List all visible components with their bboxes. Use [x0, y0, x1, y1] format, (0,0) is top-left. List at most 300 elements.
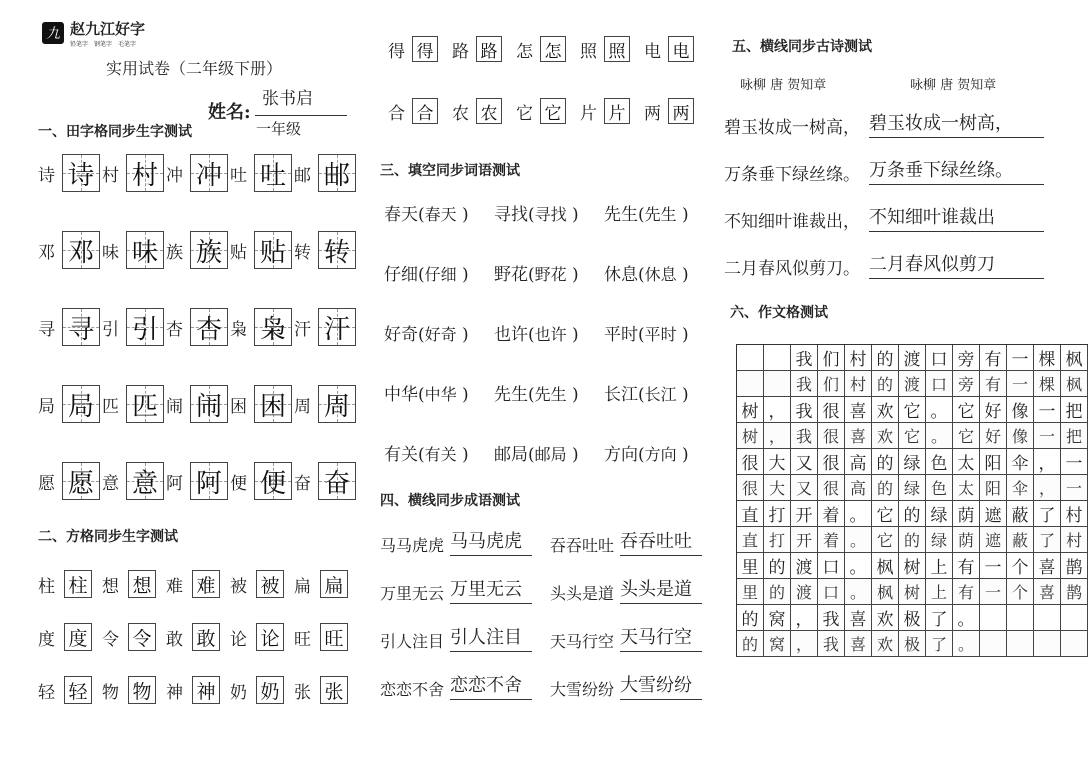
essay-cell: 村 [1061, 527, 1088, 553]
handwritten-char: 诗 [67, 160, 94, 191]
tian-item [102, 231, 166, 269]
fill-word: 好奇 [384, 325, 418, 345]
tian-row [38, 385, 358, 423]
essay-cell: ， [764, 397, 791, 423]
tian-box [126, 154, 164, 192]
char-box: 它 [540, 98, 566, 124]
handwritten-char: 味 [131, 237, 158, 268]
essay-cell: 喜 [845, 631, 872, 657]
fill-word: 有关 [384, 445, 418, 465]
essay-row [737, 397, 1088, 423]
fang-item [102, 570, 166, 598]
essay-cell [737, 371, 764, 397]
top-item [580, 36, 644, 62]
handwritten-char: 冲 [195, 160, 222, 191]
tian-item [38, 231, 102, 269]
fill-word: 春天 [384, 205, 418, 225]
fill-word: 中华 [384, 385, 418, 405]
essay-cell: 欢 [872, 605, 899, 631]
idiom-item [380, 526, 550, 556]
printed-char: 它 [516, 103, 533, 124]
idiom-item [550, 526, 720, 556]
tian-item [294, 154, 358, 192]
essay-cell: 村 [845, 345, 872, 371]
essay-cell: 阳 [980, 475, 1007, 501]
tian-item [166, 231, 230, 269]
essay-row [737, 449, 1088, 475]
paren-close: ) [456, 325, 469, 345]
fill-answer: 仔细 [424, 265, 457, 284]
printed-char: 度 [38, 629, 55, 650]
fang-item [166, 570, 230, 598]
fill-answer: 有关 [424, 445, 457, 464]
tian-box [254, 154, 292, 192]
printed-char: 奶 [230, 682, 247, 703]
essay-cell: 一 [1061, 449, 1088, 475]
handwritten-char: 阿 [195, 468, 222, 499]
essay-cell: 大 [764, 475, 791, 501]
tian-item [102, 154, 166, 192]
essay-cell: 又 [791, 449, 818, 475]
essay-cell: 我 [791, 345, 818, 371]
essay-cell [1007, 605, 1034, 631]
fill-answer: 休息 [644, 265, 677, 284]
essay-cell: 了 [926, 605, 953, 631]
tian-box [190, 308, 228, 346]
paren-open: ( [418, 445, 425, 465]
essay-cell [1007, 631, 1034, 657]
fang-item [294, 570, 358, 598]
paren-close: ) [676, 205, 689, 225]
tian-item [230, 231, 294, 269]
printed-char: 匹 [102, 396, 119, 417]
fill-word: 先生 [494, 385, 528, 405]
fill-answer: 方向 [644, 445, 677, 464]
fill-answer: 好奇 [424, 325, 457, 344]
essay-cell: 村 [845, 371, 872, 397]
essay-cell: 们 [818, 371, 845, 397]
poem-printed: 不知细叶谁裁出， [724, 212, 860, 232]
fill-answer: 先生 [644, 205, 677, 224]
essay-cell: 色 [926, 449, 953, 475]
essay-cell: 喜 [1034, 579, 1061, 605]
handwritten-char: 周 [323, 391, 350, 422]
essay-cell: 荫 [953, 527, 980, 553]
name-value: 张书启 [262, 89, 313, 109]
handwritten-char: 便 [259, 468, 286, 499]
essay-cell: 它 [899, 423, 926, 449]
fill-word: 邮局 [494, 445, 528, 465]
tian-box [190, 154, 228, 192]
essay-cell: 遮 [980, 501, 1007, 527]
paren-close: ) [676, 325, 689, 345]
handwritten-char: 愿 [67, 468, 94, 499]
fang-box: 想 [128, 570, 156, 598]
essay-cell: 鹊 [1061, 553, 1088, 579]
fang-box: 物 [128, 676, 156, 704]
tian-row [38, 231, 358, 269]
idiom-prompt: 万里无云 [380, 584, 445, 603]
essay-row [737, 475, 1088, 501]
essay-cell: 旁 [953, 345, 980, 371]
essay-cell: 窝 [764, 631, 791, 657]
essay-cell: 窝 [764, 605, 791, 631]
printed-char: 引 [102, 319, 119, 340]
essay-cell: 。 [845, 501, 872, 527]
top-item [516, 36, 580, 62]
essay-cell: 了 [926, 631, 953, 657]
essay-cell [1061, 605, 1088, 631]
essay-cell: ， [1034, 449, 1061, 475]
name-line [255, 115, 347, 116]
fang-box: 旺 [320, 623, 348, 651]
fill-item [384, 260, 494, 284]
fang-box: 敢 [192, 623, 220, 651]
poem-line [724, 202, 1064, 232]
essay-cell: 们 [818, 345, 845, 371]
essay-cell: 极 [899, 605, 926, 631]
fang-box: 难 [192, 570, 220, 598]
fill-answer: 也许 [534, 325, 567, 344]
idiom-prompt: 头头是道 [550, 584, 615, 603]
essay-cell: 绿 [926, 527, 953, 553]
idiom-item [380, 622, 550, 652]
essay-row [737, 345, 1088, 371]
essay-cell: 有 [980, 371, 1007, 397]
tian-item [38, 308, 102, 346]
fill-item [604, 440, 714, 464]
handwritten-char: 杏 [195, 314, 222, 345]
essay-cell: 绿 [926, 501, 953, 527]
essay-cell: 直 [737, 501, 764, 527]
essay-cell: 一 [1034, 397, 1061, 423]
poem-line [724, 249, 1064, 279]
tian-box [254, 385, 292, 423]
essay-cell: 阳 [980, 449, 1007, 475]
essay-cell: 打 [764, 501, 791, 527]
essay-cell: 我 [791, 397, 818, 423]
handwritten-char: 局 [67, 391, 94, 422]
essay-cell [1061, 631, 1088, 657]
essay-cell: 上 [926, 579, 953, 605]
fang-item [230, 570, 294, 598]
fill-item [384, 320, 494, 344]
top-item [644, 36, 708, 62]
paren-close: ) [566, 445, 579, 465]
fill-item [494, 440, 604, 464]
printed-char: 邮 [294, 165, 311, 186]
essay-cell: 它 [872, 501, 899, 527]
printed-char: 邓 [38, 242, 55, 263]
fang-box: 柱 [64, 570, 92, 598]
essay-cell: 树 [899, 579, 926, 605]
printed-char: 贴 [230, 242, 247, 263]
printed-char: 片 [580, 103, 597, 124]
printed-char: 照 [580, 41, 597, 62]
fang-item [102, 623, 166, 651]
fang-box: 奶 [256, 676, 284, 704]
tian-row [38, 308, 358, 346]
essay-cell: 很 [818, 475, 845, 501]
top-row [388, 36, 708, 62]
handwritten-char: 汗 [323, 314, 350, 345]
paren-open: ( [418, 205, 425, 225]
essay-cell: 高 [845, 475, 872, 501]
essay-cell: 好 [980, 397, 1007, 423]
essay-cell: 它 [899, 397, 926, 423]
paren-open: ( [638, 385, 645, 405]
fill-word: 仔细 [384, 265, 418, 285]
essay-cell: 上 [926, 553, 953, 579]
essay-cell: 有 [953, 579, 980, 605]
tian-item [166, 462, 230, 500]
essay-cell: 。 [926, 397, 953, 423]
printed-char: 电 [644, 41, 661, 62]
char-box: 农 [476, 98, 502, 124]
top-char-rows [388, 36, 708, 160]
idiom-item [380, 670, 550, 700]
poem-line [724, 108, 1064, 138]
poem-printed: 万条垂下绿丝绦。 [724, 165, 860, 185]
char-box: 怎 [540, 36, 566, 62]
section-4-title: 四、横线同步成语测试 [380, 493, 520, 509]
essay-cell: 的 [872, 475, 899, 501]
printed-char: 农 [452, 103, 469, 124]
printed-char: 扁 [294, 576, 311, 597]
essay-cell: 。 [845, 579, 872, 605]
essay-cell: 蔽 [1007, 527, 1034, 553]
fang-grid-section [38, 570, 358, 729]
printed-char: 族 [166, 242, 183, 263]
essay-cell: 伞 [1007, 475, 1034, 501]
essay-cell: 树 [737, 423, 764, 449]
top-item [452, 98, 516, 124]
printed-char: 被 [230, 576, 247, 597]
idiom-row [380, 622, 720, 652]
section-1-title: 一、田字格同步生字测试 [38, 124, 192, 140]
paren-open: ( [638, 265, 645, 285]
essay-cell: 口 [818, 553, 845, 579]
printed-char: 杏 [166, 319, 183, 340]
idiom-answer: 吞吞吐吐 [620, 527, 702, 556]
essay-cell [980, 631, 1007, 657]
essay-cell: 欢 [872, 397, 899, 423]
paren-open: ( [528, 385, 535, 405]
tian-item [230, 385, 294, 423]
essay-cell: 荫 [953, 501, 980, 527]
tian-box [318, 308, 356, 346]
fill-answer: 寻找 [534, 205, 567, 224]
printed-char: 神 [166, 682, 183, 703]
fill-word: 休息 [604, 265, 638, 285]
tian-grid-section [38, 154, 358, 539]
printed-char: 诗 [38, 165, 55, 186]
essay-row [737, 527, 1088, 553]
section-3-title: 三、填空同步词语测试 [380, 163, 520, 179]
essay-cell: 渡 [791, 553, 818, 579]
tian-item [230, 154, 294, 192]
printed-char: 轻 [38, 682, 55, 703]
essay-cell: 。 [845, 527, 872, 553]
idiom-prompt: 大雪纷纷 [550, 680, 615, 699]
printed-char: 吐 [230, 165, 247, 186]
essay-cell: 有 [980, 345, 1007, 371]
fang-box: 张 [320, 676, 348, 704]
tian-box [254, 308, 292, 346]
top-item [452, 36, 516, 62]
essay-cell: ， [764, 423, 791, 449]
paren-open: ( [638, 325, 645, 345]
poem-title-right: 咏柳 唐 贺知章 [910, 78, 997, 93]
essay-cell: 极 [899, 631, 926, 657]
printed-char: 旺 [294, 629, 311, 650]
printed-char: 想 [102, 576, 119, 597]
poem-title-left: 咏柳 唐 贺知章 [740, 78, 827, 93]
idiom-item [550, 574, 720, 604]
fill-word: 方向 [604, 445, 638, 465]
grade-value: 一年级 [256, 120, 302, 138]
fang-box: 扁 [320, 570, 348, 598]
tian-box [190, 231, 228, 269]
essay-cell: 喜 [845, 423, 872, 449]
essay-cell: 我 [791, 423, 818, 449]
printed-char: 张 [294, 682, 311, 703]
tian-item [166, 154, 230, 192]
tian-box [190, 385, 228, 423]
essay-cell: 伞 [1007, 449, 1034, 475]
essay-cell: 一 [980, 579, 1007, 605]
top-item [580, 98, 644, 124]
idiom-prompt: 引人注目 [380, 632, 445, 651]
printed-char: 合 [388, 103, 405, 124]
fill-section [384, 200, 714, 500]
paren-close: ) [566, 385, 579, 405]
poem-answer: 万条垂下绿丝绦。 [869, 156, 1044, 185]
essay-cell: 。 [953, 631, 980, 657]
printed-char: 敢 [166, 629, 183, 650]
paren-open: ( [418, 265, 425, 285]
handwritten-char: 奋 [323, 468, 350, 499]
printed-char: 物 [102, 682, 119, 703]
handwritten-char: 意 [131, 468, 158, 499]
essay-cell: 开 [791, 501, 818, 527]
idiom-section [380, 526, 720, 718]
essay-cell: 。 [845, 553, 872, 579]
fill-word: 野花 [494, 265, 528, 285]
fang-row [38, 676, 358, 704]
tian-box [318, 462, 356, 500]
essay-cell: 很 [818, 397, 845, 423]
paren-open: ( [528, 325, 535, 345]
paren-close: ) [566, 265, 579, 285]
essay-cell: 了 [1034, 527, 1061, 553]
fang-item [294, 623, 358, 651]
fill-answer: 邮局 [534, 445, 567, 464]
fill-item [494, 200, 604, 224]
essay-cell: 绿 [899, 475, 926, 501]
essay-cell: 鹊 [1061, 579, 1088, 605]
essay-cell: 有 [953, 553, 980, 579]
printed-char: 柱 [38, 576, 55, 597]
paren-open: ( [418, 385, 425, 405]
fill-item [604, 260, 714, 284]
essay-cell: 一 [1007, 345, 1034, 371]
tian-item [102, 385, 166, 423]
printed-char: 路 [452, 41, 469, 62]
tian-box [126, 308, 164, 346]
essay-cell: 。 [953, 605, 980, 631]
printed-char: 枭 [230, 319, 247, 340]
essay-cell: 像 [1007, 397, 1034, 423]
essay-row [737, 371, 1088, 397]
essay-cell: 欢 [872, 631, 899, 657]
essay-cell: 枫 [872, 553, 899, 579]
handwritten-char: 引 [131, 314, 158, 345]
tian-box [62, 308, 100, 346]
essay-cell: 枫 [1061, 371, 1088, 397]
essay-cell: 打 [764, 527, 791, 553]
handwritten-char: 寻 [67, 314, 94, 345]
essay-cell: 太 [953, 475, 980, 501]
section-2-title: 二、方格同步生字测试 [38, 529, 178, 545]
paren-close: ) [456, 445, 469, 465]
tian-box [126, 385, 164, 423]
fang-item [166, 676, 230, 704]
printed-char: 困 [230, 396, 247, 417]
fang-box: 论 [256, 623, 284, 651]
printed-char: 得 [388, 41, 405, 62]
handwritten-char: 枭 [259, 314, 286, 345]
printed-char: 阿 [166, 473, 183, 494]
handwritten-char: 族 [195, 237, 222, 268]
logo-brand: 赵九江好字 [70, 20, 146, 38]
essay-cell: 喜 [845, 605, 872, 631]
handwritten-char: 匹 [131, 391, 158, 422]
tian-item [294, 385, 358, 423]
essay-cell: 把 [1061, 397, 1088, 423]
fill-row [384, 320, 714, 344]
essay-cell: 的 [764, 553, 791, 579]
printed-char: 味 [102, 242, 119, 263]
essay-cell: 渡 [899, 345, 926, 371]
essay-cell: 的 [872, 345, 899, 371]
essay-cell: 的 [737, 605, 764, 631]
printed-char: 意 [102, 473, 119, 494]
essay-cell: 大 [764, 449, 791, 475]
paren-open: ( [418, 325, 425, 345]
tian-box [318, 385, 356, 423]
poem-printed: 碧玉妆成一树高， [724, 118, 860, 138]
essay-cell: 个 [1007, 579, 1034, 605]
fill-row [384, 440, 714, 464]
tian-box [318, 154, 356, 192]
idiom-row [380, 574, 720, 604]
essay-cell: 。 [926, 423, 953, 449]
essay-cell: 太 [953, 449, 980, 475]
tian-row [38, 154, 358, 192]
essay-cell: 高 [845, 449, 872, 475]
printed-char: 冲 [166, 165, 183, 186]
fill-item [494, 260, 604, 284]
fill-word: 先生 [604, 205, 638, 225]
essay-cell: ， [791, 631, 818, 657]
fang-item [230, 676, 294, 704]
logo [42, 18, 145, 48]
essay-cell: 的 [872, 371, 899, 397]
tian-item [294, 308, 358, 346]
char-box: 合 [412, 98, 438, 124]
idiom-row [380, 670, 720, 700]
